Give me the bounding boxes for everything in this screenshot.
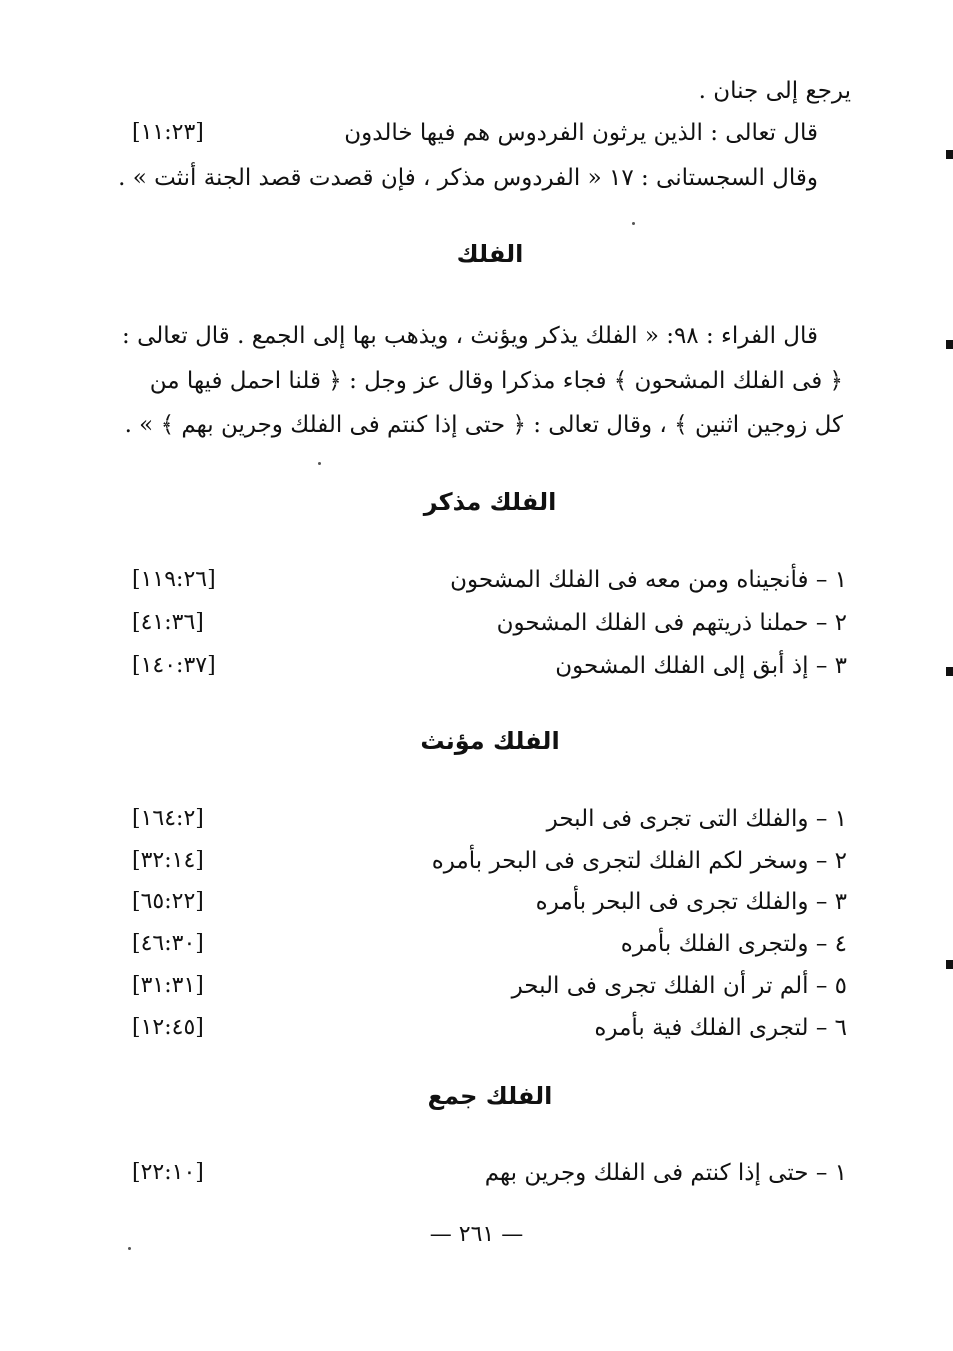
feminine-entry-4: ٤ – ولتجرى الفلك بأمره (620, 931, 847, 957)
intro-line-3: وقال السجستانى : ١٧ « الفردوس مذكر ، فإن قصدت قصد الجنة أنثت » . (118, 165, 818, 191)
masculine-ref-3: [١٤٠:٣٧] (132, 653, 216, 678)
feminine-entry-5: ٥ – ألم تر أن الفلك تجرى فى البحر (511, 973, 847, 999)
feminine-ref-4: [٤٦:٣٠] (132, 931, 204, 956)
scan-edge-mark (946, 150, 953, 159)
masculine-ref-2: [٤١:٣٦] (132, 610, 204, 635)
section-title-falak: الفلك (456, 240, 524, 268)
masculine-entry-2: ٢ – حملنا ذريتهم فى الفلك المشحون (496, 610, 847, 636)
page-number: — ٢٦١ — (429, 1222, 524, 1247)
section-title-plural: الفلك جمع (427, 1082, 553, 1110)
feminine-entry-3: ٣ – والفلك تجرى فى البحر بأمره (535, 889, 847, 915)
feminine-ref-6: [١٢:٤٥] (132, 1015, 204, 1040)
feminine-entry-2: ٢ – وسخر لكم الفلك لتجرى فى البحر بأمره (431, 848, 847, 874)
scan-speck (632, 222, 635, 225)
masculine-entry-3: ٣ – إذ أبق إلى الفلك المشحون (555, 653, 847, 679)
masculine-entry-1: ١ – فأنجيناه ومن معه فى الفلك المشحون (450, 567, 847, 593)
plural-ref-1: [٢٢:١٠] (132, 1160, 204, 1185)
intro-line-2: قال تعالى : الذين يرثون الفردوس هم فيها خالدون (344, 120, 818, 146)
scan-speck (318, 462, 321, 465)
feminine-ref-1: [١٦٤:٢] (132, 806, 204, 831)
feminine-ref-5: [٣١:٣١] (132, 973, 204, 998)
feminine-entry-6: ٦ – لتجرى الفلك فية بأمره (594, 1015, 847, 1041)
falak-line-3: كل زوجين اثنين ﴾ ، وقال تعالى : ﴿ حتى إذا كنتم فى الفلك وجرين بهم ﴾ » . (124, 412, 843, 438)
scan-edge-mark (946, 667, 953, 676)
falak-line-1: قال الفراء : ٩٨: « الفلك يذكر ويؤنث ، ويذهب بها إلى الجمع . قال تعالى : (122, 323, 818, 349)
scan-edge-mark (946, 960, 953, 969)
plural-entry-1: ١ – حتى إذا كنتم فى الفلك وجرين بهم (484, 1160, 847, 1186)
masculine-ref-1: [١١٩:٢٦] (132, 567, 216, 592)
section-title-masculine: الفلك مذكر (423, 488, 557, 516)
section-title-feminine: الفلك مؤنث (420, 727, 560, 755)
scan-edge-mark (946, 340, 953, 349)
feminine-entry-1: ١ – والفلك التى تجرى فى البحر (546, 806, 847, 832)
falak-line-2: ﴿ فى الفلك المشحون ﴾ فجاء مذكرا وقال عز وجل : ﴿ قلنا احمل فيها من (149, 368, 843, 394)
feminine-ref-3: [٦٥:٢٢] (132, 889, 204, 914)
feminine-ref-2: [٣٢:١٤] (132, 848, 204, 873)
intro-ref: [١١:٢٣] (132, 120, 204, 145)
scan-speck (128, 1247, 131, 1250)
intro-line-1: يرجع إلى جنان . (698, 78, 851, 104)
